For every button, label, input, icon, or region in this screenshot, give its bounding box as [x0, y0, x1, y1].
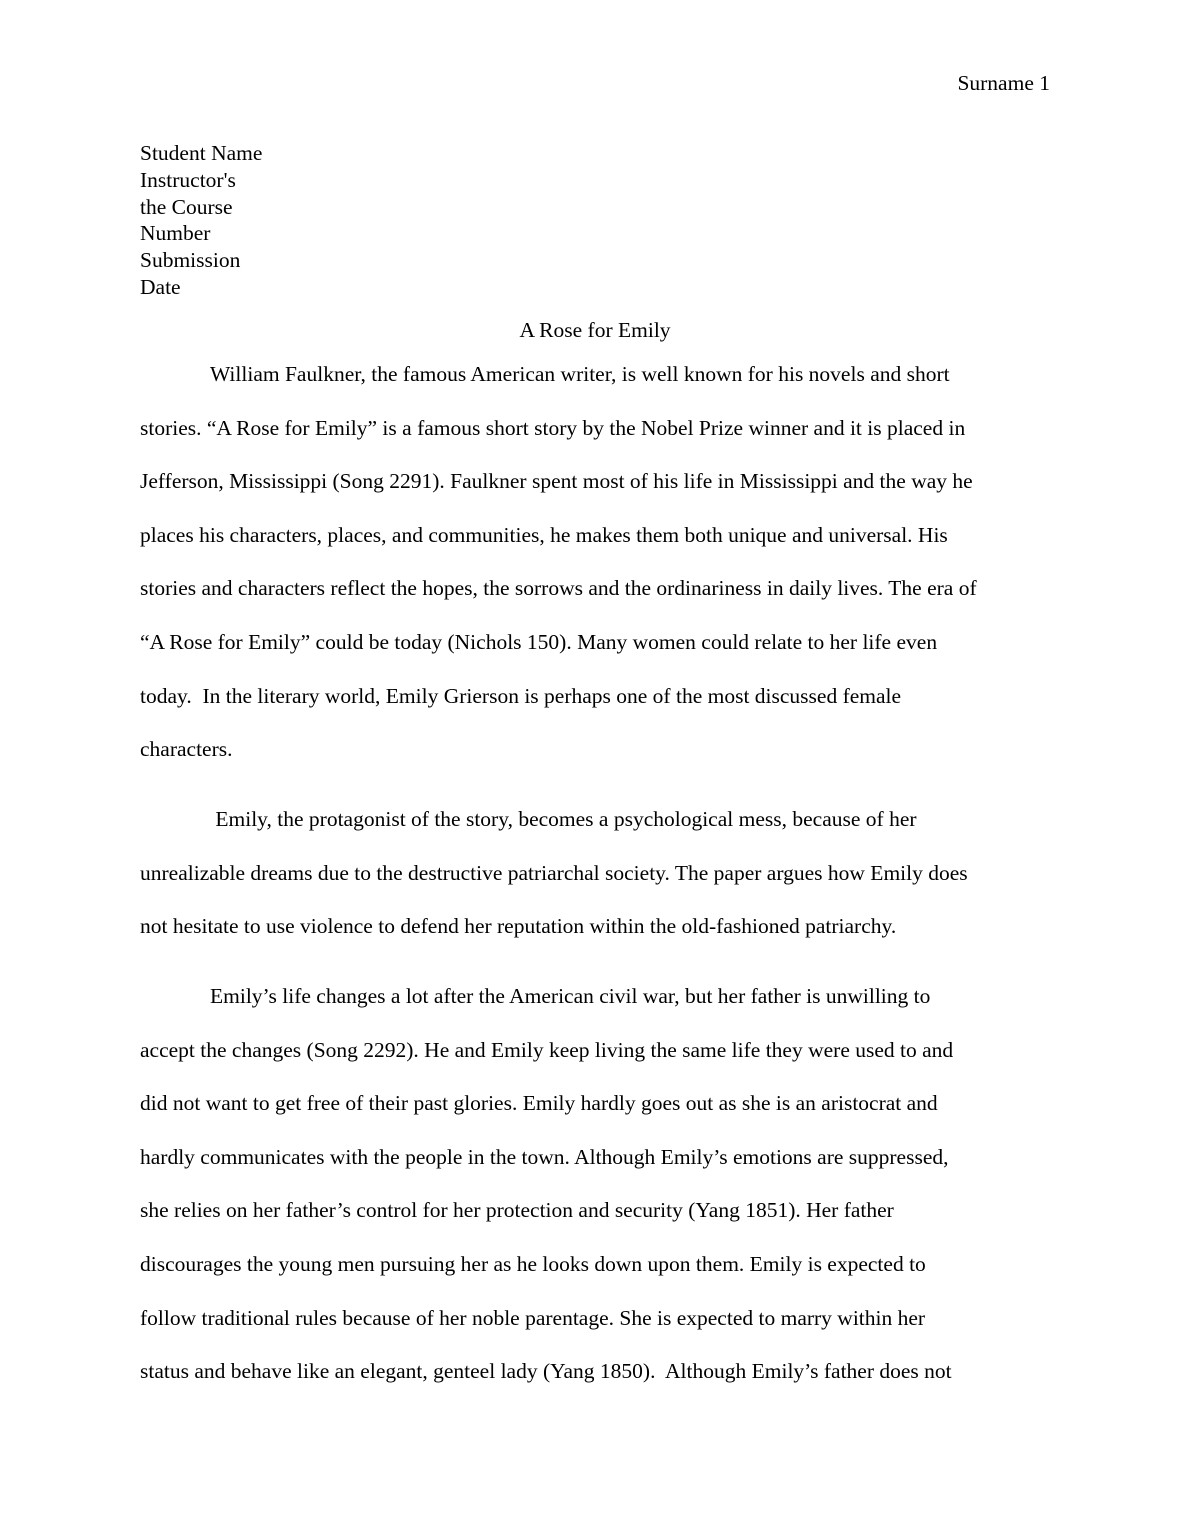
heading-line: Instructor's — [140, 167, 236, 192]
body-paragraph — [140, 806, 1050, 967]
paragraph-line: hardly communicates with the people in the town. Although Emily’s emotions are suppressed, — [140, 1144, 949, 1169]
paragraph-line: Emily’s life changes a lot after the American civil war, but her father is unwilling to — [210, 984, 931, 1008]
paragraph-line: follow traditional rules because of her noble parentage. She is expected to marry within her — [140, 1305, 926, 1330]
paragraph-line: unrealizable dreams due to the destructive patriarchal society. The paper argues how Emily does — [140, 860, 968, 885]
student-info-heading — [140, 140, 440, 301]
paragraph-line: she relies on her father’s control for her protection and security (Yang 1851). Her father — [140, 1198, 894, 1223]
paragraph-line: accept the changes (Song 2292). He and Emily keep living the same life they were used to and — [140, 1037, 954, 1062]
paragraph-line: stories. “A Rose for Emily” is a famous short story by the Nobel Prize winner and it is placed in — [140, 415, 966, 440]
essay-title: A Rose for Emily — [519, 318, 671, 342]
heading-line: Submission — [140, 248, 241, 273]
body-paragraph — [140, 361, 1050, 790]
paragraph-line: status and behave like an elegant, genteel lady (Yang 1850). Although Emily’s father does not — [140, 1359, 952, 1384]
paragraph-line: Emily, the protagonist of the story, becomes a psychological mess, because of her — [210, 807, 917, 831]
paragraph-line: characters. — [140, 737, 233, 762]
paragraph-line: discourages the young men pursuing her as he looks down upon them. Emily is expected to — [140, 1251, 926, 1276]
running-head: Surname 1 — [957, 71, 1050, 95]
paragraph-line: did not want to get free of their past glories. Emily hardly goes out as she is an aristocrat and — [140, 1091, 938, 1116]
heading-line: Number — [140, 221, 211, 246]
heading-line: Date — [140, 274, 181, 299]
heading-line: the Course — [140, 194, 233, 219]
paragraph-line: not hesitate to use violence to defend her reputation within the old-fashioned patriarchy. — [140, 914, 897, 939]
paragraph-line: Jefferson, Mississippi (Song 2291). Faulkner spent most of his life in Mississippi and the way he — [140, 469, 973, 494]
paragraph-line: “A Rose for Emily” could be today (Nichols 150). Many women could relate to her life even — [140, 629, 938, 654]
paragraph-line: stories and characters reflect the hopes, the sorrows and the ordinariness in daily lives. The era of — [140, 576, 977, 601]
paragraph-line: places his characters, places, and communities, he makes them both unique and universal. His — [140, 522, 948, 547]
paragraph-line: William Faulkner, the famous American writer, is well known for his novels and short — [210, 362, 950, 386]
paragraph-line: today. In the literary world, Emily Grierson is perhaps one of the most discussed female — [140, 683, 902, 708]
heading-line: Student Name — [140, 141, 263, 165]
body-paragraph — [140, 983, 1050, 1412]
